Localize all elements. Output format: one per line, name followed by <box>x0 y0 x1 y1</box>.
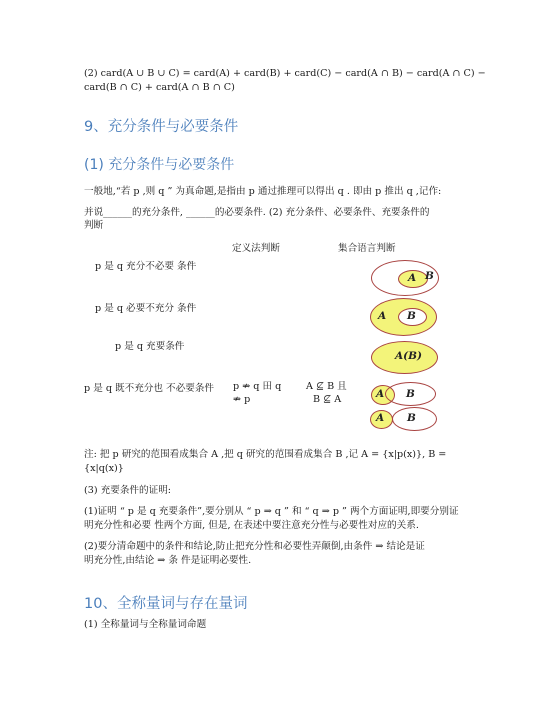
proof-title: (3) 充要条件的证明: <box>84 485 172 496</box>
proof-p1-line-2: 明充分性和必要 性两个方面, 但是, 在表述中要注意充分性与必要性对应的关系. <box>84 520 419 531</box>
column-header-set-language: 集合语言判断 <box>338 243 396 254</box>
venn-2-label-a: A <box>378 310 387 322</box>
column-header-definition: 定义法判断 <box>232 243 280 254</box>
row-4-set-line-2: B ⊈ A <box>313 394 342 405</box>
row-label-iff: p 是 q 充要条件 <box>115 341 185 352</box>
proof-p2-line-1: (2)要分清命题中的条件和结论,防止把充分性和必要性弄颠倒,由条件 ⇒ 结论是证 <box>84 541 425 552</box>
formula-line-2: card(B ∩ C) + card(A ∩ B ∩ C) <box>84 82 235 93</box>
formula-line-1: (2) card(A ∪ B ∪ C) = card(A) + card(B) + card(C) − card(A ∩ B) − card(A ∩ C) − <box>84 68 486 79</box>
section-9-heading: 9、充分条件与必要条件 <box>84 119 239 135</box>
venn-4b-label-b: B <box>407 412 416 424</box>
row-4-definition-line-2: ⇏ p <box>233 394 251 405</box>
venn-1-label-a: A <box>408 272 417 284</box>
row-label-neither: p 是 q 既不充分也 不必要条件 <box>84 383 215 394</box>
row-4-definition-line-1: p ⇏ q 田 q <box>233 381 282 392</box>
intro-line-1: 一般地,“若 p ,则 q ” 为真命题,是指由 p 通过推理可以得出 q . 即由 p 推出 q ,记作: <box>84 186 442 197</box>
proof-p1-line-1: (1)证明 “ p 是 q 充要条件”,要分别从 “ p ⇒ q ” 和 “ q ⇒ p ” 两个方面证明,即要分别证 <box>84 506 459 517</box>
row-4-set-line-1: A ⊈ B 且 <box>306 381 347 392</box>
subsection-1-heading: (1) 充分条件与必要条件 <box>84 157 235 173</box>
section-10-heading: 10、全称量词与存在量词 <box>84 596 248 612</box>
venn-2-label-b: B <box>407 310 416 322</box>
venn-4b-label-a: A <box>376 412 385 424</box>
row-label-necessary: p 是 q 必要不充分 条件 <box>95 303 197 314</box>
row-label-sufficient: p 是 q 充分不必要 条件 <box>95 261 197 272</box>
note-line-2: {x|q(x)} <box>84 463 124 474</box>
venn-3-label-ab: A(B) <box>395 350 422 362</box>
venn-1-label-b: B <box>425 270 434 282</box>
quantifier-subheading: (1) 全称量词与全称量词命题 <box>84 619 207 630</box>
proof-p2-line-2: 明充分性,由结论 ⇒ 条 件是证明必要性. <box>84 555 252 566</box>
venn-4a-label-a: A <box>376 388 385 400</box>
note-line-1: 注: 把 p 研究的范围看成集合 A ,把 q 研究的范围看成集合 B ,记 A = {x|p(x)}, B = <box>84 449 447 460</box>
intro-line-3: 判断 <box>84 220 104 231</box>
venn-4a-label-b: B <box>406 388 415 400</box>
intro-line-2: 并说______的充分条件, ______的必要条件. (2) 充分条件、必要条件、充要条件的 <box>84 207 430 218</box>
